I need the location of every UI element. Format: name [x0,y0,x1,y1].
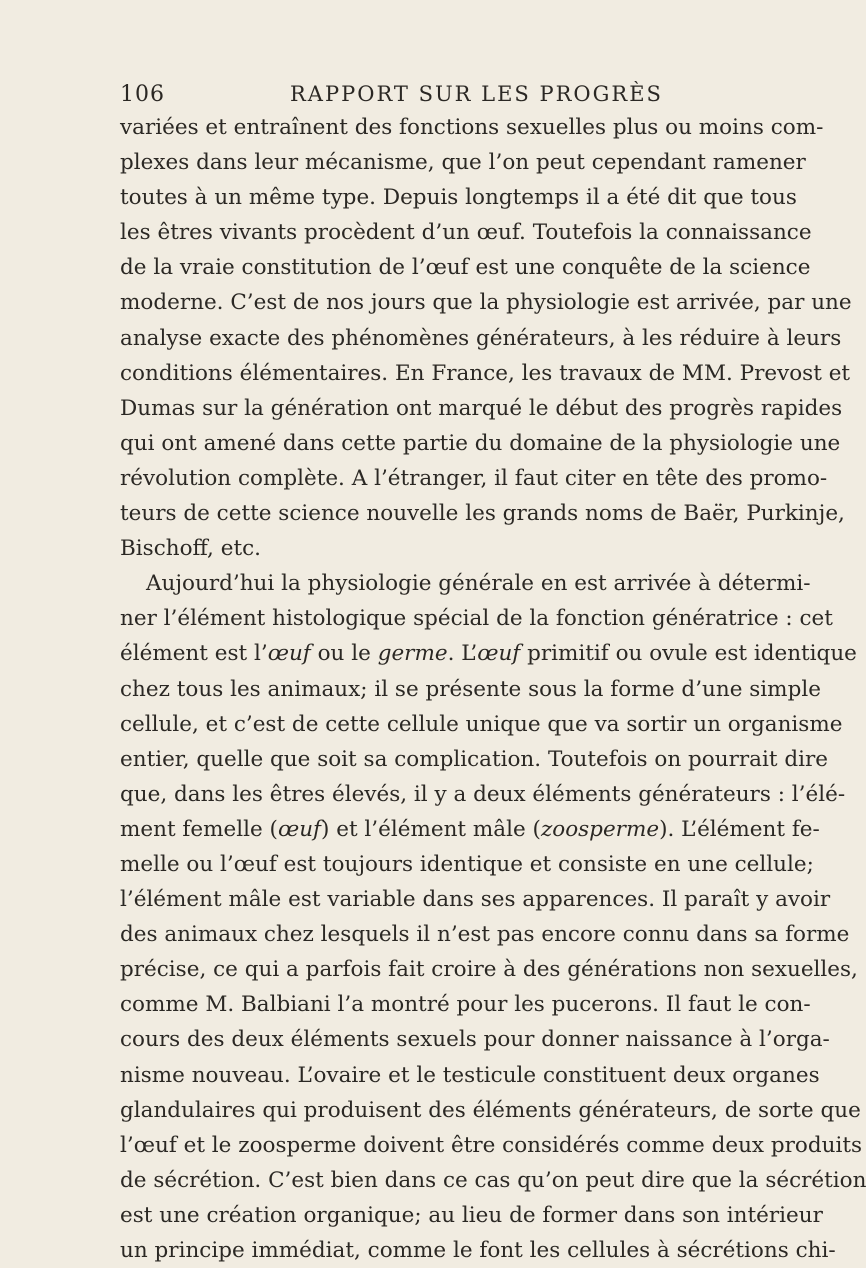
text-line: cours des deux éléments sexuels pour donner naissance à l’orga- [120,1027,830,1053]
text-line: Aujourd’hui la physiologie générale en est arrivée à détermi- [146,571,811,597]
running-head [120,82,717,112]
text-line: teurs de cette science nouvelle les grands noms de Baër, Purkinje, [120,501,845,527]
body-text [120,110,866,1268]
text-line: conditions élémentaires. En France, les travaux de MM. Prevost et [120,360,851,386]
text-line: moderne. C’est de nos jours que la physiologie est arrivée, par une [120,290,852,316]
text-line: plexes dans leur mécanisme, que l’on peut cependant ramener [120,150,806,176]
text-line: Bischoff, etc. [120,536,261,562]
running-title: RAPPORT SUR LES PROGRÈS [290,82,663,106]
text-line: les êtres vivants procèdent d’un œuf. Toutefois la connaissance [120,220,812,246]
italic-term: œuf [277,816,322,842]
text-line: chez tous les animaux; il se présente sous la forme d’une simple [120,676,821,702]
text-line: melle ou l’œuf est toujours identique et consiste en une cellule; [120,851,814,877]
italic-term: œuf [267,641,311,667]
text-line: est une création organique; au lieu de former dans son intérieur [120,1202,823,1228]
text-line: Dumas sur la génération ont marqué le début des progrès rapides [120,395,843,421]
text-line: un principe immédiat, comme le font les cellules à sécrétions chi- [120,1238,836,1263]
italic-term: zoosperme [540,816,660,842]
text-line: ner l’élément histologique spécial de la fonction génératrice : cet [120,606,833,632]
text-line: élément est l’œuf ou le germe. L’œuf primitif ou ovule est identique [120,641,857,667]
text-line: précise, ce qui a parfois fait croire à des générations non sexuelles, [120,957,858,983]
text-line: variées et entraînent des fonctions sexuelles plus ou moins com- [120,115,824,140]
page-number: 106 [120,82,165,107]
italic-term: œuf [477,641,521,667]
text-line: de la vraie constitution de l’œuf est une conquête de la science [120,255,811,281]
text-line: glandulaires qui produisent des éléments générateurs, de sorte que [120,1097,861,1123]
text-line: toutes à un même type. Depuis longtemps il a été dit que tous [120,185,797,211]
text-line: révolution complète. A l’étranger, il faut citer en tête des promo- [120,465,828,491]
text-line: analyse exacte des phénomènes générateurs, à les réduire à leurs [120,325,842,351]
text-line: que, dans les êtres élevés, il y a deux éléments générateurs : l’élé- [120,781,846,807]
text-line: de sécrétion. C’est bien dans ce cas qu’on peut dire que la sécrétion [120,1167,866,1193]
text-line: qui ont amené dans cette partie du domaine de la physiologie une [120,430,841,456]
text-line: entier, quelle que soit sa complication. Toutefois on pourrait dire [120,746,828,772]
text-line: l’œuf et le zoosperme doivent être considérés comme deux produits [120,1132,863,1158]
text-line: cellule, et c’est de cette cellule unique que va sortir un organisme [120,711,843,737]
text-line: des animaux chez lesquels il n’est pas encore connu dans sa forme [120,922,850,948]
text-line: ment femelle (œuf) et l’élément mâle (zoosperme). L’élément fe- [120,816,820,842]
text-line: comme M. Balbiani l’a montré pour les pucerons. Il faut le con- [120,992,811,1018]
text-line: nisme nouveau. L’ovaire et le testicule constituent deux organes [120,1062,820,1088]
text-line: l’élément mâle est variable dans ses apparences. Il paraît y avoir [120,887,831,913]
italic-term: germe [377,641,448,667]
